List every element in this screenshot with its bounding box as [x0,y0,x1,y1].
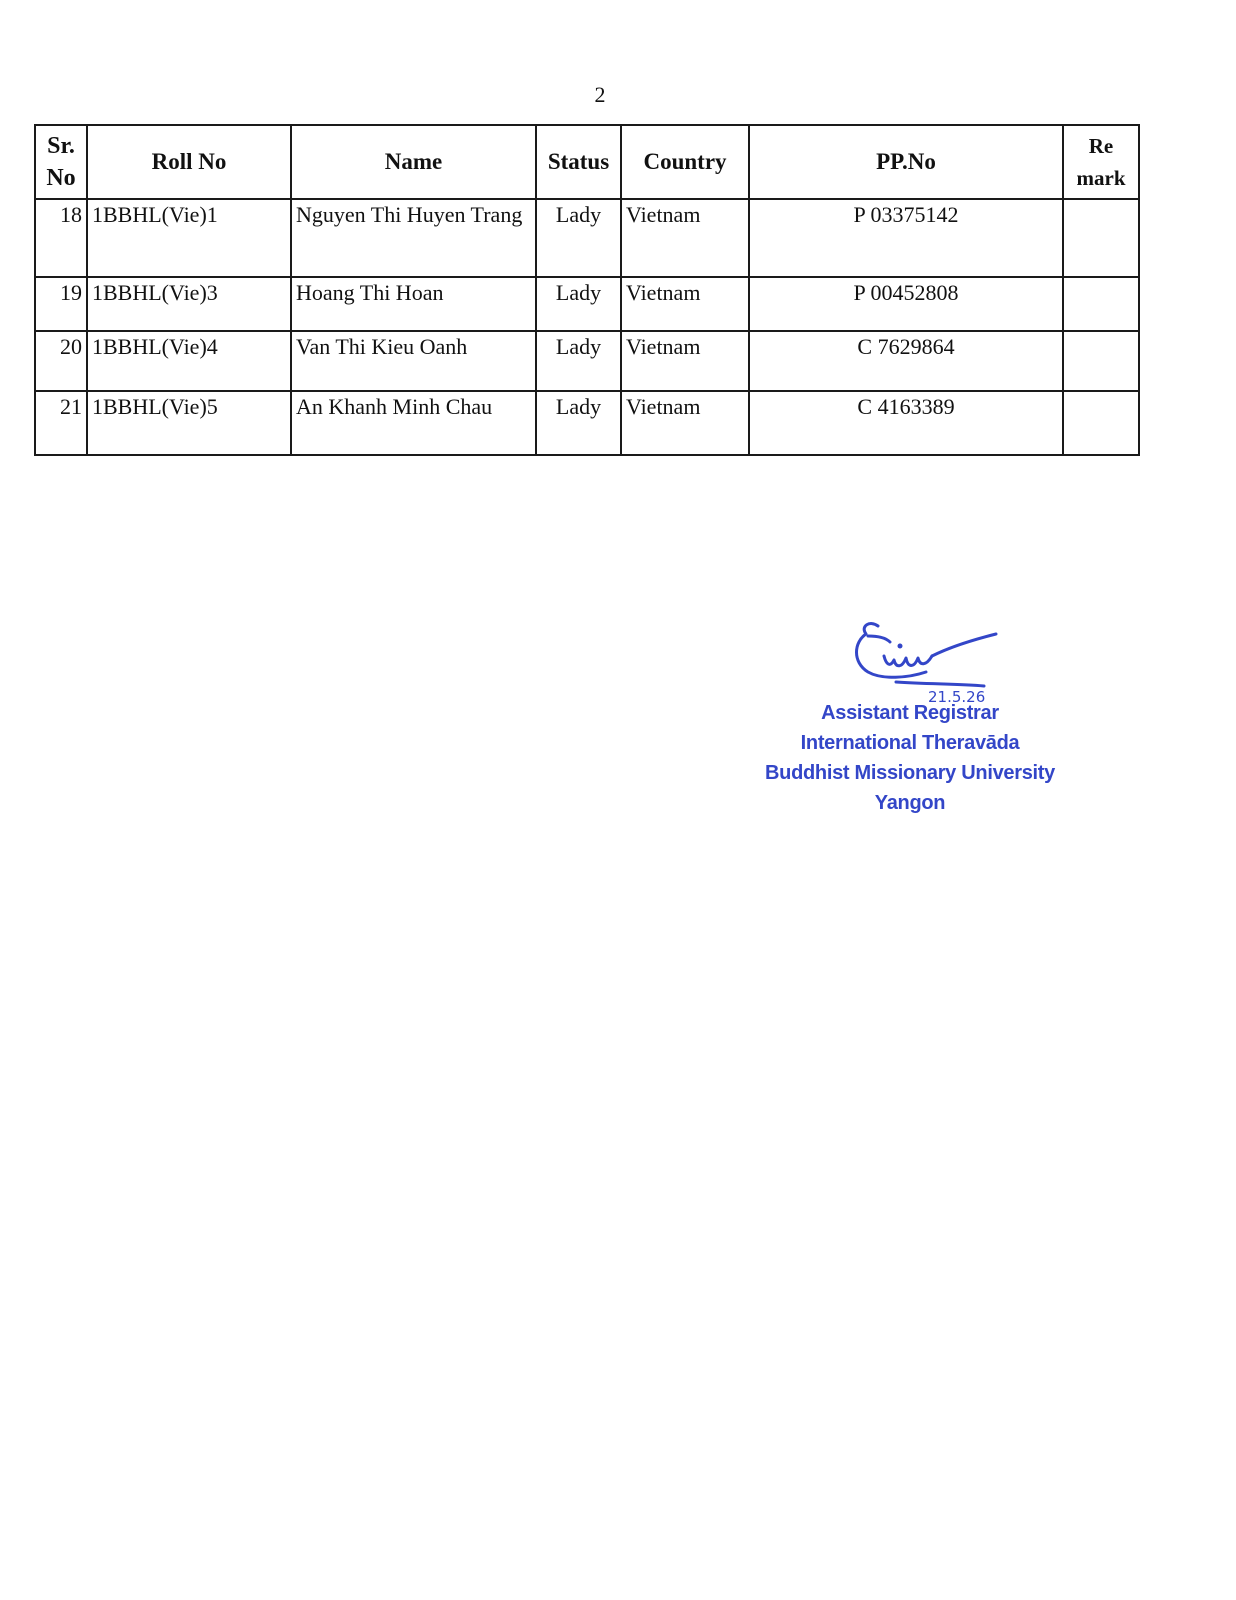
cell-remark [1063,331,1139,391]
cell-country: Vietnam [621,277,749,331]
cell-sr-no: 20 [35,331,87,391]
cell-country: Vietnam [621,199,749,277]
student-table [34,124,1140,456]
cell-country: Vietnam [621,391,749,455]
header-sr-no: Sr. No [35,125,87,199]
table-header-row [35,125,1139,199]
header-country: Country [621,125,749,199]
header-roll-no: Roll No [87,125,291,199]
header-remark: Re mark [1063,125,1139,199]
cell-roll-no: 1BBHL(Vie)3 [87,277,291,331]
cell-sr-no: 18 [35,199,87,277]
cell-pp-no: C 4163389 [749,391,1063,455]
stamp-institution-line-1: International Theravāda [800,732,1020,754]
cell-remark [1063,391,1139,455]
cell-name: An Khanh Minh Chau [291,391,536,455]
header-status: Status [536,125,621,199]
cell-pp-no: P 03375142 [749,199,1063,277]
table-row [35,391,1139,455]
cell-status: Lady [536,277,621,331]
stamp-institution-line-2: Buddhist Missionary University [765,762,1055,784]
cell-pp-no: C 7629864 [749,331,1063,391]
cell-remark [1063,199,1139,277]
cell-roll-no: 1BBHL(Vie)5 [87,391,291,455]
cell-status: Lady [536,391,621,455]
cell-remark [1063,277,1139,331]
cell-pp-no: P 00452808 [749,277,1063,331]
cell-country: Vietnam [621,331,749,391]
cell-sr-no: 21 [35,391,87,455]
stamp-location: Yangon [874,792,946,814]
signature-date: 21.5.26 [928,688,986,704]
cell-name: Hoang Thi Hoan [291,277,536,331]
stamp-title: Assistant Registrar [821,702,999,724]
cell-name: Nguyen Thi Huyen Trang [291,199,536,277]
official-stamp [740,612,1100,822]
table-row [35,277,1139,331]
header-name: Name [291,125,536,199]
cell-roll-no: 1BBHL(Vie)1 [87,199,291,277]
stamp-text [740,698,1080,818]
cell-sr-no: 19 [35,277,87,331]
cell-status: Lady [536,199,621,277]
cell-name: Van Thi Kieu Oanh [291,331,536,391]
table-row [35,331,1139,391]
cell-roll-no: 1BBHL(Vie)4 [87,331,291,391]
handwritten-signature [848,612,1008,704]
cell-status: Lady [536,331,621,391]
header-pp-no: PP.No [749,125,1063,199]
table-row [35,199,1139,277]
page-number: 2 [594,82,606,107]
